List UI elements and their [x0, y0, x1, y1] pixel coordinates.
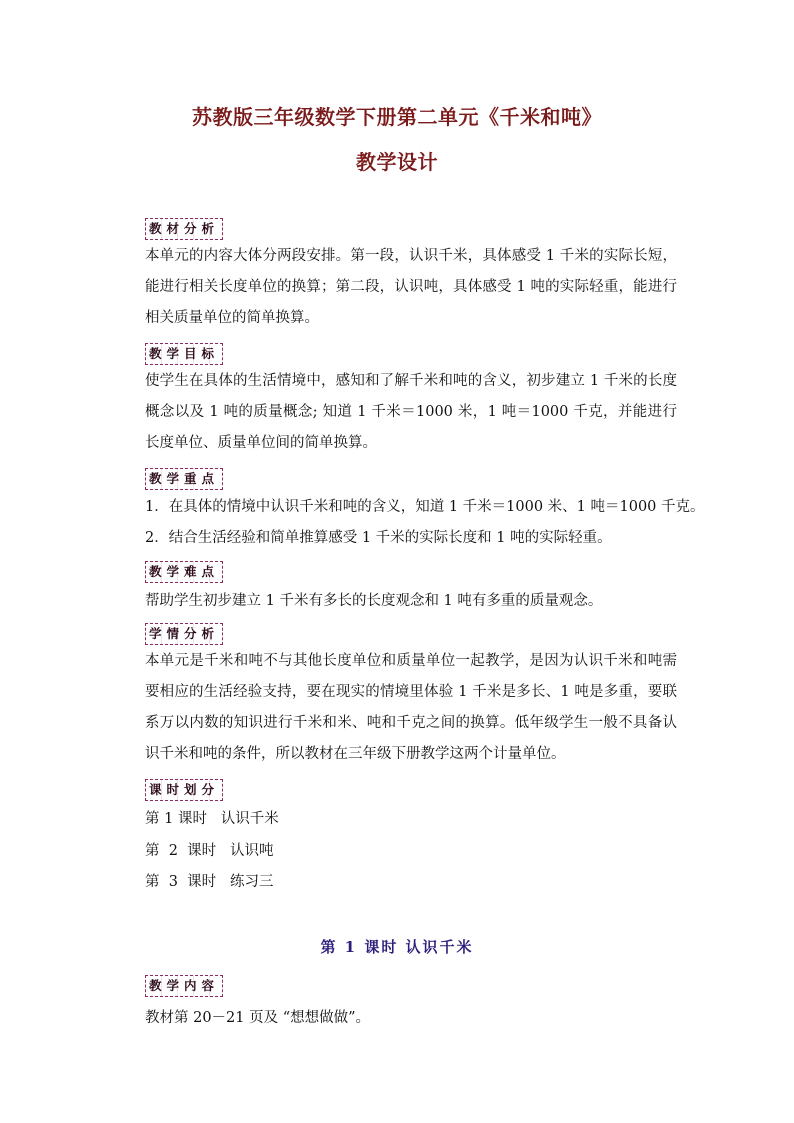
learners-paragraph: [145, 646, 677, 770]
difficulties-text: 帮助学生初步建立 1 千米有多长的长度观念和 1 吨有多重的质量观念。: [145, 593, 603, 609]
document-title: 苏教版三年级数学下册第二单元《千米和吨》: [192, 105, 602, 129]
section-tag-key-points: 教学重点: [145, 468, 223, 490]
document-subtitle: 教学设计: [356, 150, 438, 174]
section-tag-schedule: 课时划分: [145, 779, 223, 801]
key-point-item: 1．在具体的情境中认识千米和吨的含义，知道 1 千米＝1000 米、1 吨＝1000 千克。: [145, 499, 705, 515]
lesson-content-text: 教材第 20－21 页及 “想想做做”。: [145, 1010, 371, 1026]
goals-paragraph: [145, 366, 677, 459]
schedule-item: 第 2 课时 认识吨: [145, 843, 274, 859]
section-tag-goals: 教学目标: [145, 343, 223, 365]
learners-text: 本单元是千米和吨不与其他长度单位和质量单位一起教学，是因为认识千米和吨需要相应的生活经验支持，要在现实的情境里体验 1 千米是多长、1 吨是多重，要联系万以内数的知识进行千米和米、吨和千克之间的换算。低年级学生一般不具备认识千米和吨的条件，所以教材在三年级下册教学这两个计量单位。: [145, 653, 677, 762]
schedule-item: 第 1 课时 认识千米: [145, 811, 279, 827]
schedule-item: 第 3 课时 练习三: [145, 874, 274, 890]
key-point-item: 2．结合生活经验和简单推算感受 1 千米的实际长度和 1 吨的实际轻重。: [145, 530, 612, 546]
material-text: 本单元的内容大体分两段安排。第一段，认识千米，具体感受 1 千米的实际长短，能进行相关长度单位的换算；第二段，认识吨，具体感受 1 吨的实际轻重，能进行相关质量单位的简单换算。: [145, 248, 677, 326]
section-tag-material: 教材分析: [145, 218, 223, 240]
material-paragraph: [145, 241, 677, 334]
section-tag-learners: 学情分析: [145, 623, 223, 645]
section-tag-lesson-content: 教学内容: [145, 975, 223, 997]
section-tag-difficulties: 教学难点: [145, 561, 223, 583]
lesson-title: 第 1 课时 认识千米: [320, 938, 474, 956]
goals-text: 使学生在具体的生活情境中，感知和了解千米和吨的含义，初步建立 1 千米的长度概念以及 1 吨的质量概念; 知道 1 千米＝1000 米，1 吨＝1000 千克，并能进行长度单位、质量单位间的简单换算。: [145, 373, 677, 451]
